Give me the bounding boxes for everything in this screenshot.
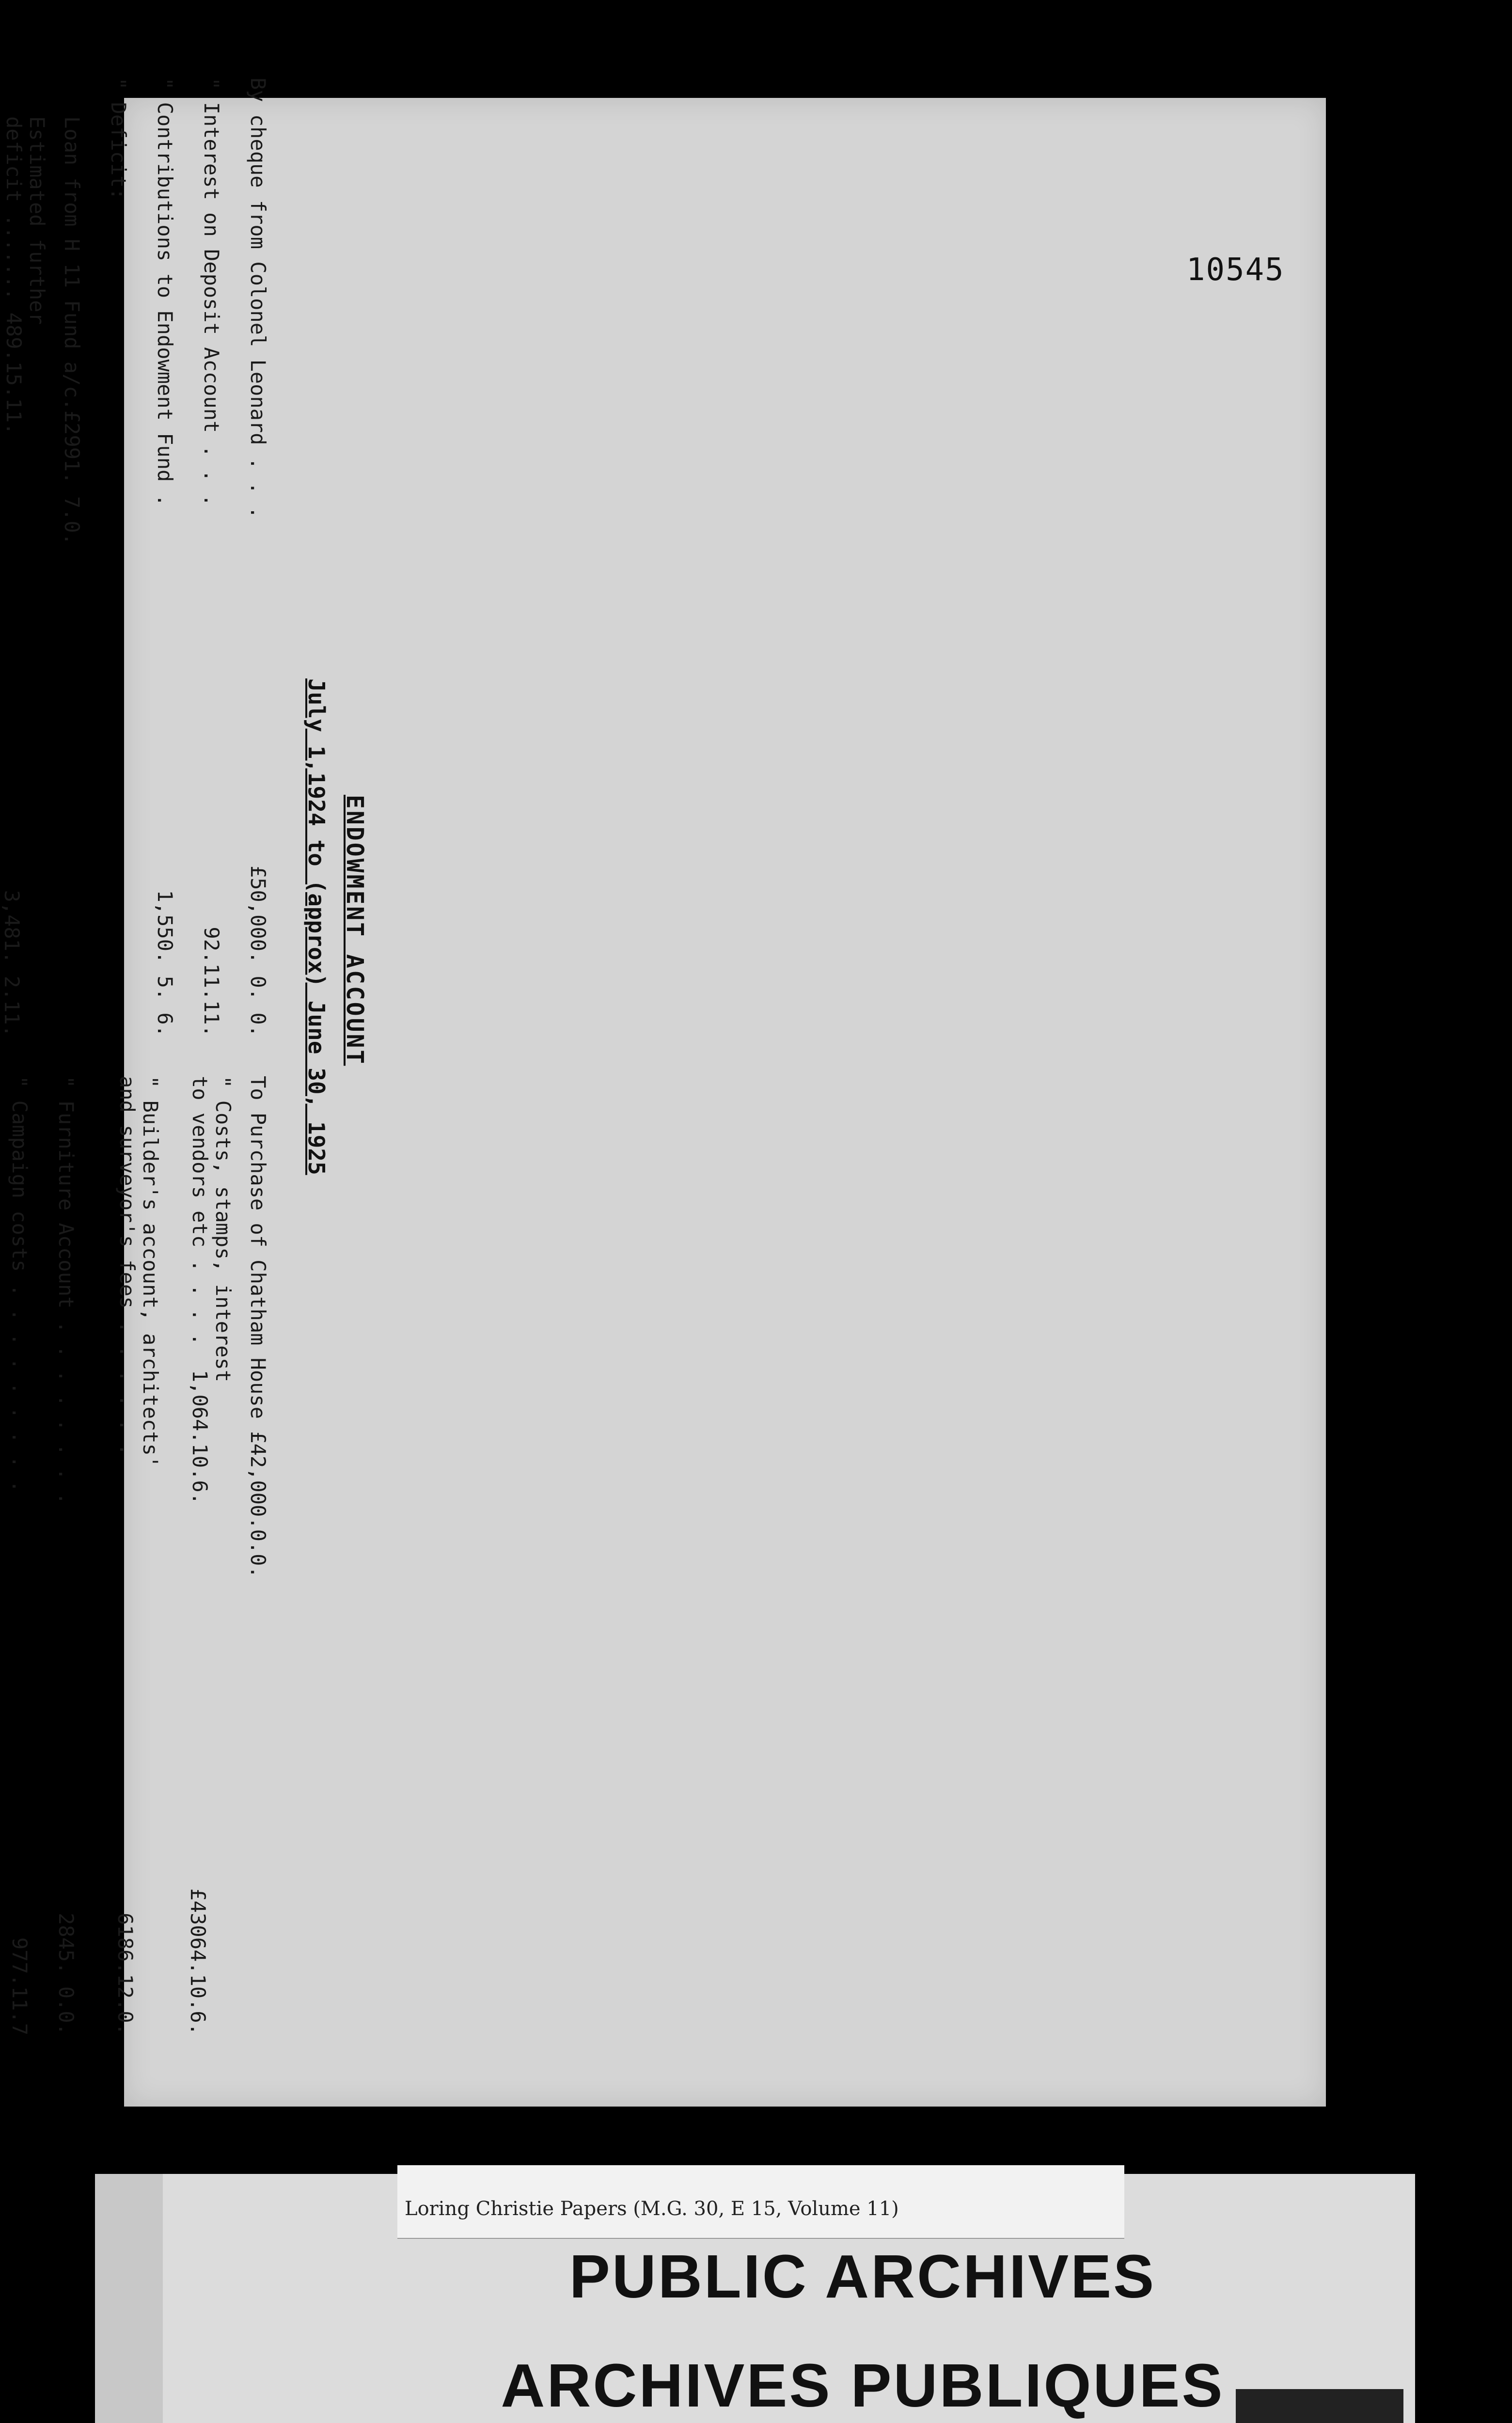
ledger <box>0 78 388 2035</box>
payment-amount: 977.11.7 <box>8 1937 32 2035</box>
receipt-label: " Interest on Deposit Account . . . <box>200 78 223 507</box>
receipt-label: " Deficit: <box>107 78 130 200</box>
receipt-label: " Contributions to Endowment Fund . <box>153 78 177 507</box>
payment-label: " Builder's account, architects' and surveyor's fees . . . . . . <box>115 1076 162 1468</box>
archive-title-en: PUBLIC ARCHIVES <box>569 2242 1156 2311</box>
ledger-content <box>0 78 388 2035</box>
payment-label: To Purchase of Chatham House £42,000.0.0. <box>246 1076 270 1578</box>
receipt-label: Loan from H 11 Fund a/c.£2991. 7.0. <box>60 116 84 546</box>
payment-row <box>0 1076 43 2035</box>
archive-title-fr: ARCHIVES PUBLIQUES <box>501 2351 1225 2420</box>
payment-label: " Costs, stamps, interest to vendors etc . . . . 1,064.10.6. <box>188 1076 235 1505</box>
document-number: 10545 <box>1186 252 1285 288</box>
receipt-row <box>142 78 188 1037</box>
receipt-amount: 3,481. 2.11. <box>0 890 24 1037</box>
payment-label: " Furniture Account . . . . . . . . <box>54 1076 78 1505</box>
receipts-column <box>0 78 281 1037</box>
receipt-row <box>188 78 235 1037</box>
payment-amount: 6186.12.0. <box>113 1913 137 2035</box>
receipt-amount: 92.11.11. <box>200 927 223 1037</box>
payment-row <box>43 1076 89 2035</box>
receipt-amount: 1,550. 5. 6. <box>153 890 177 1037</box>
payment-row <box>235 1076 281 2035</box>
payments-column <box>0 1076 281 2035</box>
payment-label: " Campaign costs . . . . . . . . . <box>8 1076 32 1493</box>
receipt-row <box>235 78 281 1037</box>
payment-amount: £43064.10.6. <box>186 1888 210 2035</box>
ledger-title: ENDOWMENT ACCOUNT <box>341 795 368 1066</box>
logo-box <box>1236 2389 1403 2423</box>
payment-amount: 2845. 0.0. <box>54 1913 78 2035</box>
receipt-label: Estimated further deficit ....... 489.15.11. <box>2 116 49 435</box>
payment-row <box>89 1076 162 2035</box>
receipt-row <box>95 78 142 1037</box>
collection-label: Loring Christie Papers (M.G. 30, E 15, Volume 11) <box>405 2198 899 2220</box>
receipt-row <box>0 78 48 1037</box>
receipt-label: By cheque from Colonel Leonard . . . <box>246 78 270 519</box>
receipt-amount: £50,000. 0. 0. <box>246 865 270 1037</box>
ledger-period: July 1,1924 to (approx) June 30, 1925 <box>303 678 330 1175</box>
payment-row <box>162 1076 235 2035</box>
receipt-row <box>48 78 95 1037</box>
